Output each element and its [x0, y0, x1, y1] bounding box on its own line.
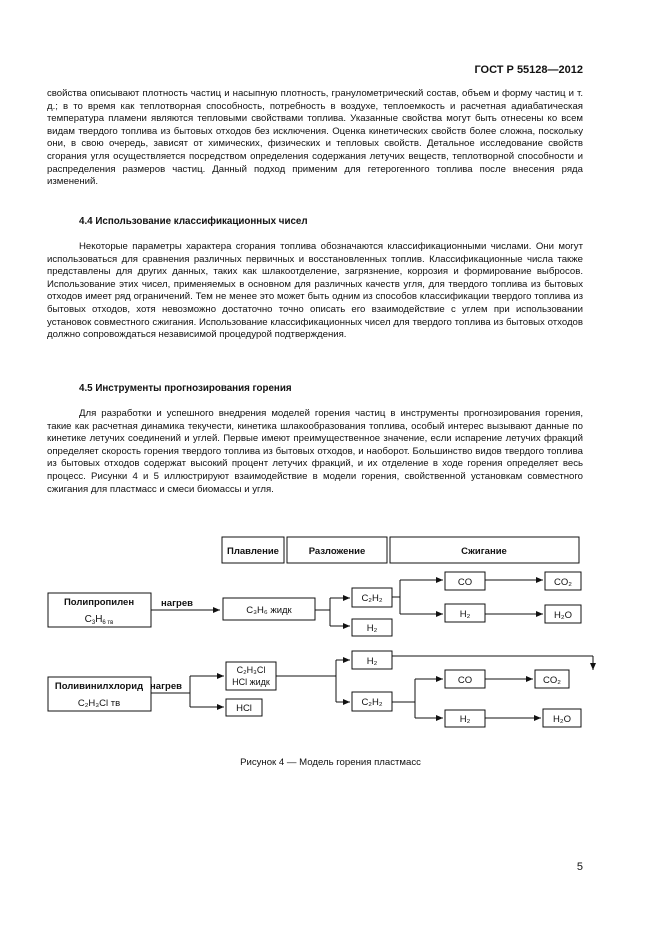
stage-label-melting: Плавление: [227, 546, 279, 557]
pvc-melt-line2: HCl жидк: [232, 677, 270, 687]
c2h2-label-top: C₂H₂: [361, 593, 383, 604]
pvc-label: Поливинилхлорид: [54, 681, 144, 692]
body-text-paragraph-1: [47, 88, 583, 189]
pvc-formula: C₂H₃Cl тв: [77, 698, 121, 709]
pvc-heat-label: нагрев: [150, 681, 182, 692]
c3h6-liquid-label: C₃H₆ жидк: [246, 605, 292, 616]
paragraph-text: свойства описывают плотность частиц и насыпную плотность, гранулометрический состав, объем и форму частиц и т. д.; в то время как теплотворная способность, потребность в воздухе, теплоемкость и расчетная адиабатическая температура пламени являются тепловыми свойствами топлива. Указанные свойства могут быть отнесены ко всем видам твердого топлива из бытовых отходов без исключения. Оценка кинетических свойств более сложна, поскольку они, в свою очередь, зависят от химических, физических и тепловых свойств. Детальное исследование свойств сгорания угля осуществляется посредством определения содержания летучих веществ, теплотворной способности и распределения размеров частиц. Данный подход применим для гетерогенного топлива после внесения ряда изменений.: [47, 88, 583, 188]
hcl-label: HCl: [236, 703, 252, 714]
h2-label-bottom-right: H₂: [459, 714, 471, 725]
stage-label-combustion: Сжигание: [461, 546, 507, 557]
combustion-model-diagram: [40, 530, 600, 730]
h2-label-bottom: H₂: [366, 656, 378, 667]
co-label-top: CO: [457, 577, 473, 588]
h2o-label-bottom: H₂O: [553, 714, 571, 725]
pvc-melt-line1: C₂H₃Cl: [236, 665, 266, 675]
co2-label-top: CO₂: [554, 577, 572, 588]
h2-label-top: H₂: [366, 623, 378, 634]
body-text-paragraph-2: [47, 241, 583, 342]
c2h2-label-bottom: C₂H₂: [361, 697, 383, 708]
h2-label-right: H₂: [459, 609, 471, 620]
polypropylene-label: Полипропилен: [63, 597, 135, 608]
polypropylene-formula: $C_3H_6$ тв: [84, 614, 114, 626]
document-header: ГОСТ Р 55128—2012: [474, 64, 583, 76]
page-number: 5: [576, 861, 583, 873]
pp-heat-label: нагрев: [161, 598, 193, 609]
h2o-label-top: H₂O: [554, 610, 572, 621]
co-label-bottom: CO: [457, 675, 473, 686]
stage-label-decomposition: Разложение: [308, 546, 366, 557]
body-text-paragraph-3: [47, 408, 583, 496]
paragraph-text: Некоторые параметры характера сгорания топлива обозначаются классификационными числами. Они могут использоваться для сравнения различных первичных и восстановленных топлив. Классификационные числа также представлены для других данных, таких как шлакоотделение, загрязнение, коррозия и формирование выбросов. Использование этих чисел, применяемых в основном для различных качеств угля, для твердого топлива из бытовых отходов имеет ряд ограничений. Тем не менее это может быть одним из способов классификации твердого топлива из бытовых отходов, хотя невозможно достаточно точно описать его взаимодействие с углем при использовании установок совместного сжигания. Использование классификационных чисел для твердого топлива из бытовых отходов должно сопровождаться независимой процедурой подтверждения.: [47, 241, 583, 341]
figure-caption: Рисунок 4 — Модель горения пластмасс: [240, 757, 421, 768]
section-heading-4-5: 4.5 Инструменты прогнозирования горения: [79, 383, 292, 394]
section-heading-4-4: 4.4 Использование классификационных чисел: [79, 216, 308, 227]
paragraph-text: Для разработки и успешного внедрения моделей горения частиц в инструменты прогнозирования горения, такие как расчетная динамика текучести, кинетика шлакообразования топлива, особый интерес вызывают данные по кинетике летучих соединений и углей. Первые имеют преимущественное значение, если испарение летучих фракций определяет скорость горения твердого топлива из бытовых отходов, и наоборот. Большинство видов твердого топлива из бытовых отходов содержат высокий процент летучих фракций, и их отделение в ходе горения определяет весь процесс. Рисунки 4 и 5 иллюстрируют взаимодействие в модели горения, свойственной установкам совместного сжигания для пластмасс и смеси биомассы и угля.: [47, 408, 583, 495]
co2-label-bottom: CO₂: [543, 675, 561, 686]
